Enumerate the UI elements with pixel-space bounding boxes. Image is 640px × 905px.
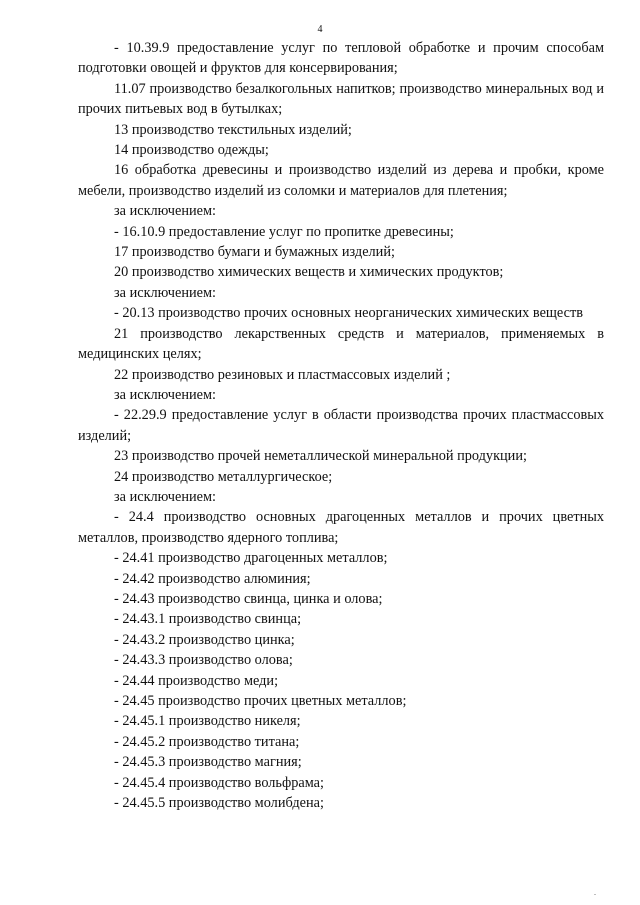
paragraph: - 24.45.3 производство магния; <box>114 754 302 771</box>
paragraph: - 24.43.3 производство олова; <box>114 652 293 669</box>
paragraph: - 24.45.5 производство молибдена; <box>114 795 324 812</box>
paragraph: 21 производство лекарственных средств и материалов, применяемых в медицинских целях; <box>78 325 604 363</box>
paragraph: - 24.41 производство драгоценных металлов; <box>114 550 388 567</box>
paragraph: - 24.43.2 производство цинка; <box>114 631 295 648</box>
paragraph: 16 обработка древесины и производство изделий из дерева и пробки, кроме мебели, производство изделий из соломки и материалов для плетения; <box>78 162 604 199</box>
paragraph: - 24.45.2 производство титана; <box>114 733 300 750</box>
paragraph: - 10.39.9 предоставление услуг по тепловой обработке и прочим способам подготовки овощей и фруктов для консервирования; <box>78 40 604 77</box>
paragraph: - 24.42 производство алюминия; <box>114 570 311 587</box>
paragraph: 22 производство резиновых и пластмассовых изделий ; <box>114 366 451 383</box>
paragraph: - 24.45 производство прочих цветных металлов; <box>114 693 407 709</box>
paragraph: - 24.43 производство свинца, цинка и олова; <box>114 590 383 607</box>
paragraph: - 24.44 производство меди; <box>114 672 279 689</box>
paragraph: 20 производство химических веществ и химических продуктов; <box>114 264 504 281</box>
paragraph: - 20.13 производство прочих основных неорганических химических веществ <box>114 305 583 322</box>
paragraph: - 24.45.1 производство никеля; <box>114 713 301 730</box>
paragraph: за исключением: <box>114 284 216 301</box>
paragraph: - 22.29.9 предоставление услуг в области производства прочих пластмассовых изделий; <box>78 407 604 444</box>
page-number: 4 <box>317 24 323 35</box>
paragraph: 11.07 производство безалкогольных напитков; производство минеральных вод и прочих питьевых вод в бутылках; <box>78 80 604 118</box>
paragraph: 13 производство текстильных изделий; <box>114 121 352 138</box>
paragraph: - 24.4 производство основных драгоценных металлов и прочих цветных металлов, производство ядерного топлива; <box>78 509 604 546</box>
paragraph: - 24.45.4 производство вольфрама; <box>114 774 324 791</box>
paragraph: за исключением: <box>114 386 216 403</box>
paragraph: 24 производство металлургическое; <box>114 468 333 485</box>
paragraph: за исключением: <box>114 203 216 220</box>
paragraph: 14 производство одежды; <box>114 142 269 159</box>
document-body <box>78 38 604 813</box>
scan-speck: . <box>594 888 596 897</box>
paragraph: за исключением: <box>114 488 216 505</box>
paragraph: - 24.43.1 производство свинца; <box>114 611 302 628</box>
paragraph: 17 производство бумаги и бумажных изделий; <box>114 244 395 261</box>
paragraph: 23 производство прочей неметаллической минеральной продукции; <box>114 448 527 465</box>
paragraph: - 16.10.9 предоставление услуг по пропитке древесины; <box>114 223 454 240</box>
